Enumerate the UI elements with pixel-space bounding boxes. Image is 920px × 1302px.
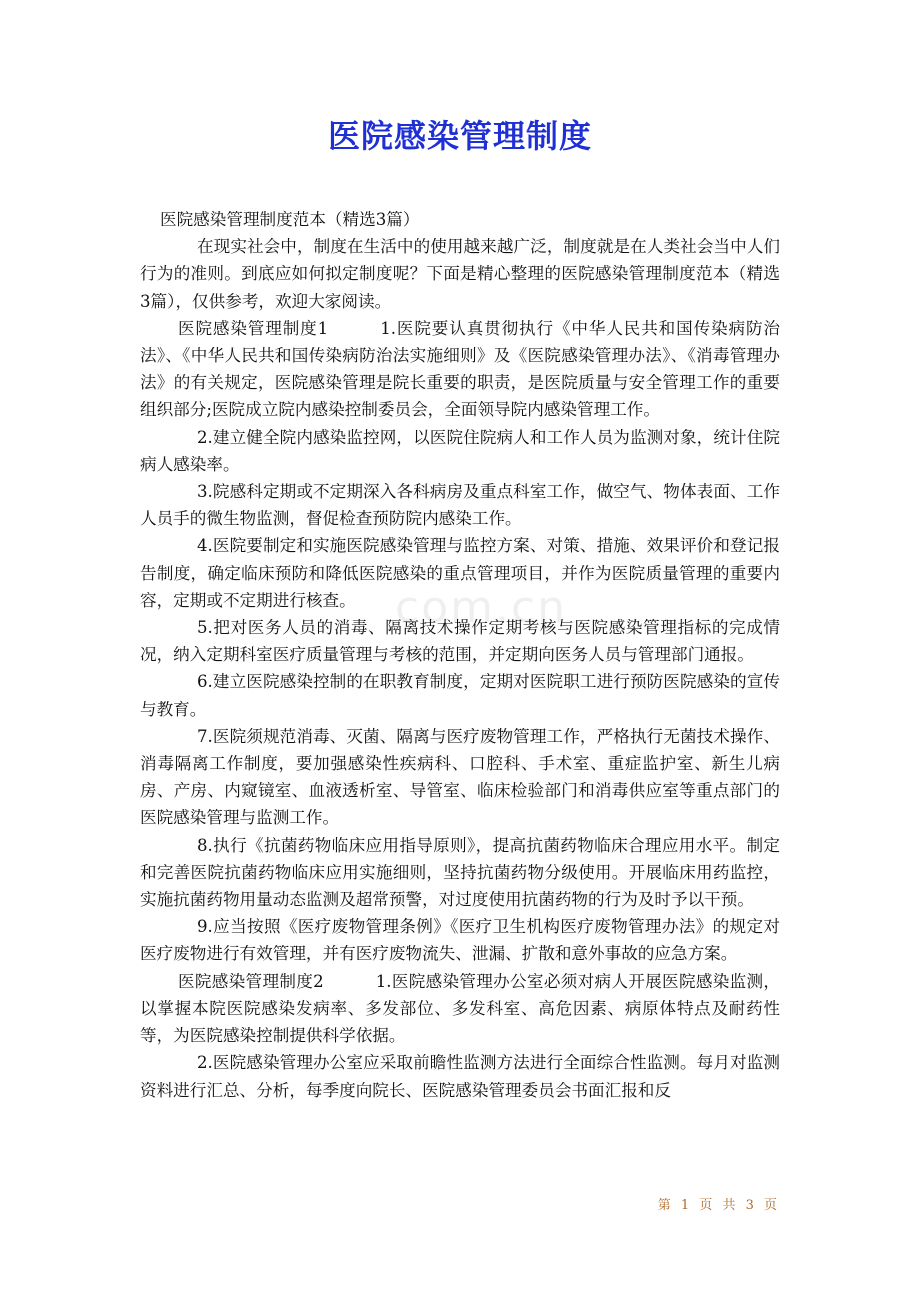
section-1-item-8: 8.执行《抗菌药物临床应用指导原则》，提高抗菌药物临床合理应用水平。制定和完善医院抗菌药物临床应用实施细则，坚持抗菌药物分级使用。开展临床用药监控，实施抗菌药物用量动态监测及超常预警，对过度使用抗菌药物的行为及时予以干预。 [140,835,780,910]
watermark: com.cn [395,582,568,633]
section-1-item-3: 3.院感科定期或不定期深入各科病房及重点科室工作，做空气、物体表面、工作人员手的微生物监测，督促检查预防院内感染工作。 [140,482,780,529]
section-2-first-item [140,968,780,1050]
section-2-item-2: 2.医院感染管理办公室应采取前瞻性监测方法进行全面综合性监测。每月对监测资料进行汇总、分析，每季度向院长、医院感染管理委员会书面汇报和反 [140,1053,780,1100]
section-1-label: 医院感染管理制度1 [178,318,329,338]
section-1-item-6: 6.建立医院感染控制的在职教育制度，定期对医院职工进行预防医院感染的宣传与教育。 [140,672,780,719]
section-1-item-2: 2.建立健全院内感染监控网，以医院住院病人和工作人员为监测对象，统计住院病人感染率。 [140,427,780,474]
section-1-first-item [140,315,780,424]
section-2-label: 医院感染管理制度2 [178,971,324,991]
section-1-item-7: 7.医院须规范消毒、灭菌、隔离与医疗废物管理工作，严格执行无菌技术操作、消毒隔离工作制度，要加强感染性疾病科、口腔科、手术室、重症监护室、新生儿病房、产房、内窥镜室、血液透析室、导管室、临床检验部门和消毒供应室等重点部门的医院感染管理与监测工作。 [140,726,780,828]
section-1-item-4: 4.医院要制定和实施医院感染管理与监控方案、对策、措施、效果评价和登记报告制度，确定临床预防和降低医院感染的重点管理项目，并作为医院质量管理的重要内容，定期或不定期进行核查。 [140,536,780,610]
section-1-item-1: 1.医院要认真贯彻执行《中华人民共和国传染病防治法》、《中华人民共和国传染病防治法实施细则》及《医院感染管理办法》、《消毒管理办法》的有关规定，医院感染管理是院长重要的职责，是医院质量与安全管理工作的重要组织部分;医院成立院内感染控制委员会，全面领导院内感染管理工作。 [140,318,780,420]
section-1-item-9: 9.应当按照《医疗废物管理条例》《医疗卫生机构医疗废物管理办法》的规定对医疗废物进行有效管理，并有医疗废物流失、泄漏、扩散和意外事故的应急方案。 [140,917,780,964]
intro-paragraph: 在现实社会中，制度在生活中的使用越来越广泛，制度就是在人类社会当中人们行为的准则。到底应如何拟定制度呢？下面是精心整理的医院感染管理制度范本（精选3篇），仅供参考，欢迎大家阅读。 [140,237,780,311]
section-2-item-1: 1.医院感染管理办公室必须对病人开展医院感染监测，以掌握本院医院感染发病率、多发部位、多发科室、高危因素、病原体特点及耐药性等，为医院感染控制提供科学依据。 [140,971,780,1046]
page-number-footer: 第 1 页 共 3 页 [657,1198,780,1213]
document-subtitle: 医院感染管理制度范本（精选3篇） [160,210,420,229]
document-title: 医院感染管理制度 [327,117,592,155]
section-1-item-5: 5.把对医务人员的消毒、隔离技术操作定期考核与医院感染管理指标的完成情况，纳入定期科室医疗质量管理与考核的范围，并定期向医务人员与管理部门通报。 [140,618,780,665]
document-body [140,206,780,1104]
